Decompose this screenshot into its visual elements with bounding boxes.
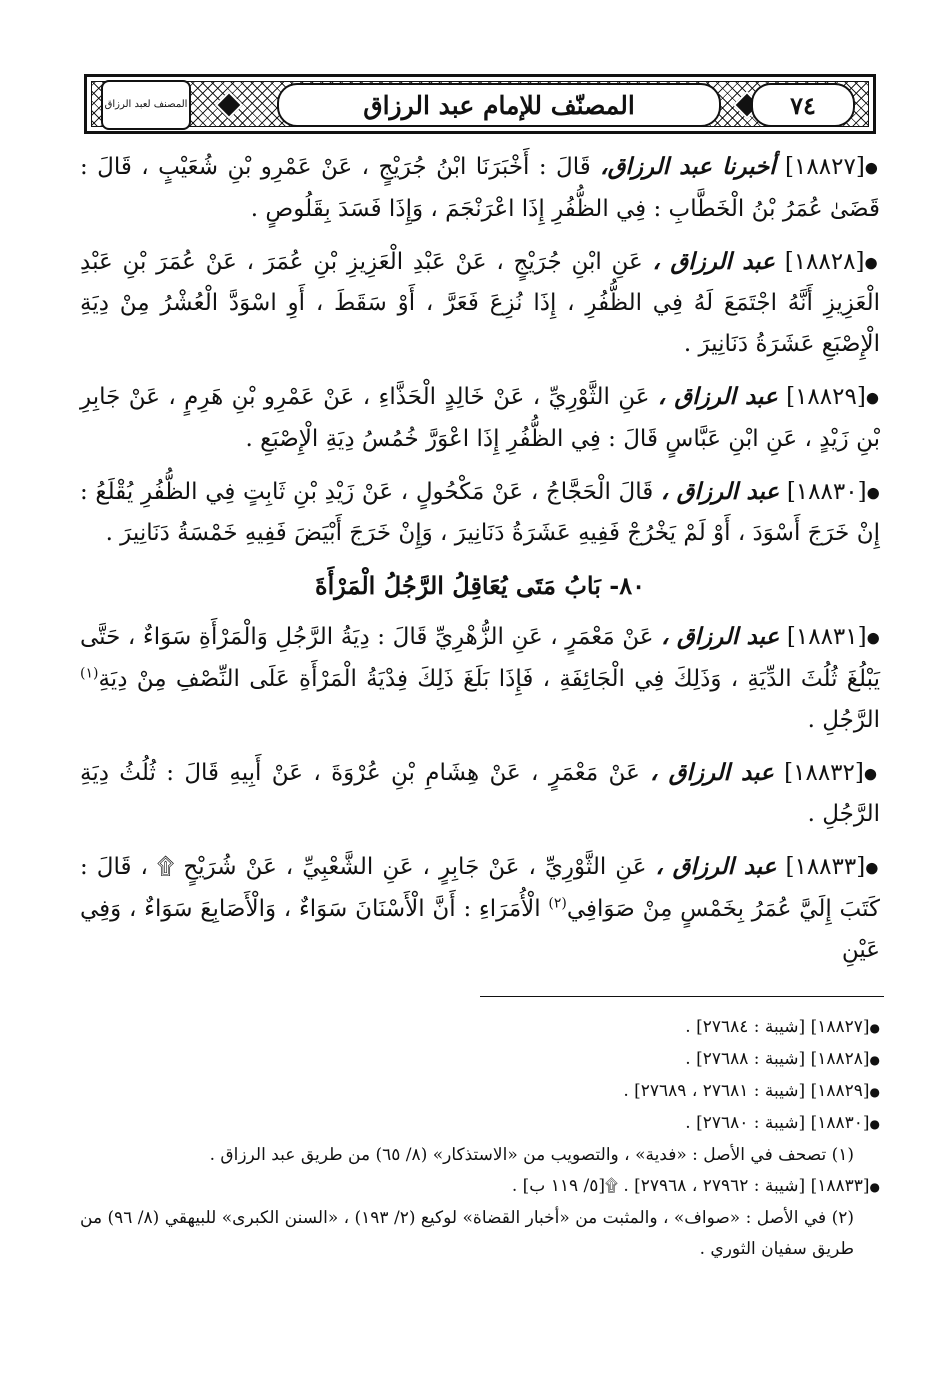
bullet-icon: ● bbox=[864, 253, 880, 271]
hadith-number: [١٨٨٢٩] bbox=[786, 384, 866, 410]
hadith-number: [١٨٨٣٠] bbox=[786, 478, 867, 505]
hadith-narrator: عبد الرزاق ، bbox=[657, 383, 778, 410]
bullet-icon: ● bbox=[869, 1180, 880, 1194]
bullet-icon: ● bbox=[869, 1085, 880, 1099]
hadith-narrator: عبد الرزاق ، bbox=[652, 247, 775, 275]
hadith-narrator: عبد الرزاق ، bbox=[655, 853, 777, 880]
hadith-18830 bbox=[80, 471, 880, 555]
hadith-number: [١٨٨٢٧] bbox=[785, 154, 865, 180]
footnote-mark: (٢) bbox=[548, 894, 567, 911]
footnote-ref-text: [١٨٨٣٠] [شيبة : ٢٧٦٨٠] . bbox=[685, 1113, 870, 1133]
bullet-icon: ● bbox=[869, 1117, 880, 1131]
hadith-narrator: عبد الرزاق ، bbox=[660, 477, 780, 505]
bullet-icon: ● bbox=[866, 628, 880, 647]
hadith-18828 bbox=[80, 241, 880, 366]
hadith-text: عَنِ ابْنِ جُرَيْجٍ ، عَنْ عَبْدِ الْعَزِيزِ بْنِ عُمَرَ ، عَنْ عُمَرَ بْنِ عَبْدِ الْعَزِيزِ أَنَّهُ اجْتَمَعَ لَهُ فِي الظُّفُرِ ، إِذَا نُزِعَ فَعَرَّ ، أَوْ سَقَطَ ، أَوِ اسْوَدَّ الْعُشْرُ مِنْ دِيَةِ الْإِصْبَعِ عَشَرَةُ دَنَانِيرَ . bbox=[80, 248, 880, 357]
seal-text: المصنف لعبد الرزاق bbox=[104, 99, 188, 110]
footnote-ref bbox=[80, 1108, 880, 1140]
page-number: ٧٤ bbox=[790, 90, 816, 120]
header-title-box bbox=[277, 83, 721, 127]
footnote-ref bbox=[80, 1012, 880, 1044]
footnote-ref bbox=[80, 1076, 880, 1108]
hadith-text: قَالَ : أَخْبَرَنَا ابْنُ جُرَيْجٍ ، عَنْ عَمْرِو بْنِ شُعَيْبٍ ، قَالَ : قَضَىٰ عُمَرُ بْنُ الْخَطَّابِ : فِي الظُّفُرِ إِذَا اعْرَنْجَمَ ، وَإِذَا فَسَدَ بِقَلُوصٍ . bbox=[80, 154, 880, 222]
header-title: المصنّف للإمام عبد الرزاق bbox=[363, 90, 635, 120]
hadith-number: [١٨٨٣٣] bbox=[785, 854, 866, 880]
hadith-number: [١٨٨٣٢] bbox=[784, 759, 864, 786]
footnote-ref-text: [١٨٨٣٣] [شيبة : ٢٧٩٦٢ ، ٢٧٩٦٨] . ۩[٥/ ١١٩ ب] . bbox=[511, 1176, 870, 1196]
footnote-ref-text: [١٨٨٢٩] [شيبة : ٢٧٦٨١ ، ٢٧٦٨٩] . bbox=[623, 1081, 870, 1101]
bullet-icon: ● bbox=[865, 858, 881, 877]
hadith-text: قَالَ الْحَجَّاجُ ، عَنْ مَكْحُولٍ ، عَنْ زَيْدِ بْنِ ثَابِتٍ فِي الظُّفُرِ يُقْلَعُ : إِنْ خَرَجَ أَسْوَدَ ، أَوْ لَمْ يَخْرُجْ فَفِيهِ عَشَرَةُ دَنَانِيرَ ، وَإِنْ خَرَجَ أَبْيَضَ فَفِيهِ خَمْسَةُ دَنَانِيرَ . bbox=[80, 478, 880, 546]
footnote-ref-text: [١٨٨٢٨] [شيبة : ٢٧٦٨٨] . bbox=[685, 1049, 870, 1069]
hadith-text: عَنْ مَعْمَرٍ ، عَنِ الزُّهْرِيِّ قَالَ : دِيَةُ الرَّجُلِ وَالْمَرْأَةِ سَوَاءٌ ، حَتَّى يَبْلُغَ ثُلُثَ الدِّيَةِ ، وَذَلِكَ فِي الْجَائِفَةِ ، فَإِذَا بَلَغَ ذَلِكَ فِدْيَةُ الْمَرْأَةِ عَلَى النِّصْفِ مِنْ دِيَةِ bbox=[80, 624, 880, 692]
hadith-18829 bbox=[80, 376, 880, 460]
bullet-icon: ● bbox=[866, 483, 880, 501]
hadith-18832 bbox=[80, 752, 880, 836]
hadith-text: عَنِ الثَّوْرِيِّ ، عَنْ خَالِدٍ الْحَذَّاءِ ، عَنْ عَمْرِو بْنِ هَرِمٍ ، عَنْ جَابِرِ بْنِ زَيْدٍ ، عَنِ ابْنِ عَبَّاسٍ قَالَ : فِي الظُّفُرِ إِذَا اعْوَرَّ خُمُسُ دِيَةِ الْإِصْبَعِ . bbox=[80, 384, 880, 452]
bullet-icon: ● bbox=[869, 1021, 880, 1035]
footnote-ref bbox=[80, 1044, 880, 1076]
footnote-divider bbox=[480, 996, 884, 997]
hadith-text: عَنْ مَعْمَرٍ ، عَنْ هِشَامِ بْنِ عُرْوَةَ ، عَنْ أَبِيهِ قَالَ : ثُلُثُ دِيَةِ الرَّجُلِ . bbox=[80, 759, 880, 827]
hadith-18831 bbox=[80, 616, 880, 741]
hadith-text-continued: الرَّجُلِ . bbox=[807, 706, 880, 733]
main-text bbox=[80, 146, 880, 982]
book-seal bbox=[101, 80, 191, 130]
hadith-narrator: أخبرنا عبد الرزاق، bbox=[600, 153, 776, 180]
hadith-narrator: عبد الرزاق ، bbox=[650, 758, 774, 786]
bullet-icon: ● bbox=[869, 1053, 880, 1067]
hadith-narrator: عبد الرزاق ، bbox=[661, 623, 780, 650]
footnote-2: (٢) في الأصل : «صواف» ، والمثبت من «أخبار القضاة» لوكيع (٢/ ١٩٣) ، «السنن الكبرى» للبيهقي (٨/ ٩٦) من طريق سفيان الثوري . bbox=[80, 1208, 854, 1259]
footnote-ref-text: [١٨٨٢٧] [شيبة : ٢٧٦٨٤] . bbox=[685, 1017, 870, 1037]
page-number-box bbox=[751, 83, 855, 127]
hadith-18833 bbox=[80, 846, 880, 971]
footnote-mark: (١) bbox=[80, 664, 99, 681]
chapter-title: ٨٠- بَابُ مَتَى يُعَاقِلُ الرَّجُلُ الْمَرْأَةَ bbox=[315, 571, 645, 600]
hadith-number: [١٨٨٢٨] bbox=[784, 248, 865, 275]
hadith-text: عَنِ الثَّوْرِيِّ ، عَنْ جَابِرٍ ، عَنِ الشَّعْبِيِّ ، عَنْ شُرَيْحٍ ۩ ، قَالَ : كَتَبَ إِلَيَّ عُمَرُ بِخَمْسٍ مِنْ صَوَافِي bbox=[80, 854, 880, 922]
page-header bbox=[84, 74, 876, 134]
hadith-text-continued: الْأُمَرَاءِ : أَنَّ الْأَسْنَانَ سَوَاءٌ ، وَالْأَصَابِعَ سَوَاءٌ ، وَفِي عَيْنِ bbox=[80, 895, 880, 963]
footnote-1: (١) تصحف في الأصل : «فدية» ، والتصويب من «الاستذكار» (٨/ ٦٥) من طريق عبد الرزاق . bbox=[209, 1145, 854, 1165]
footnotes bbox=[80, 1012, 880, 1265]
bullet-icon: ● bbox=[863, 764, 881, 782]
bullet-icon: ● bbox=[864, 158, 880, 177]
hadith-number: [١٨٨٣١] bbox=[786, 624, 867, 650]
bullet-icon: ● bbox=[865, 388, 880, 407]
footnote-ref bbox=[80, 1171, 880, 1203]
hadith-18827 bbox=[80, 146, 880, 230]
